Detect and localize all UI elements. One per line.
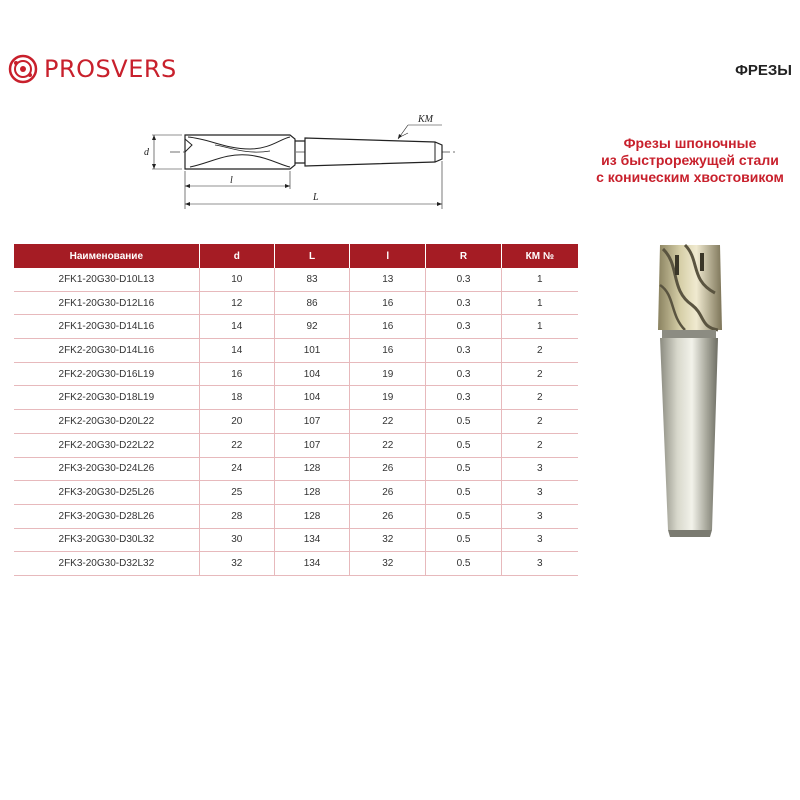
cell-R: 0.3 [426,291,501,315]
cell-L: 92 [274,315,349,339]
cell-l: 22 [350,433,426,457]
table-row [14,339,578,363]
cell-l: 19 [350,386,426,410]
cell-R: 0.3 [426,268,501,291]
table-row [14,433,578,457]
cell-l: 32 [350,528,426,552]
cell-L: 83 [274,268,349,291]
cell-L: 107 [274,410,349,434]
cell-L: 128 [274,457,349,481]
table-row [14,410,578,434]
cell-L: 134 [274,552,349,576]
header-km: КМ № [501,244,578,268]
cell-km: 3 [501,457,578,481]
cell-l: 26 [350,481,426,505]
cell-name: 2FK3-20G30-D25L26 [14,481,199,505]
cell-l: 26 [350,457,426,481]
cell-km: 2 [501,433,578,457]
subtitle-line-1: Фрезы шпоночные [623,135,757,151]
cell-d: 18 [199,386,274,410]
table-row [14,457,578,481]
header-L: L [274,244,349,268]
cell-d: 20 [199,410,274,434]
cell-km: 3 [501,481,578,505]
label-km: KM [418,114,433,125]
cell-l: 16 [350,315,426,339]
cell-km: 1 [501,268,578,291]
table-row [14,528,578,552]
table-row [14,315,578,339]
cell-km: 2 [501,339,578,363]
header-d: d [199,244,274,268]
cutter-technical-drawing [130,105,460,215]
subtitle-line-2: из быстрорежущей стали [601,152,779,168]
header-R: R [426,244,501,268]
brand-name: PROSVERS [44,55,177,83]
cell-km: 1 [501,291,578,315]
cell-R: 0.5 [426,528,501,552]
spec-table [14,244,578,576]
cell-d: 30 [199,528,274,552]
cell-name: 2FK2-20G30-D14L16 [14,339,199,363]
cell-name: 2FK1-20G30-D12L16 [14,291,199,315]
cell-L: 104 [274,386,349,410]
table-row [14,504,578,528]
product-subtitle [575,135,800,186]
cell-L: 86 [274,291,349,315]
cell-R: 0.5 [426,410,501,434]
cell-name: 2FK2-20G30-D18L19 [14,386,199,410]
cell-d: 22 [199,433,274,457]
table-row [14,552,578,576]
cell-name: 2FK2-20G30-D22L22 [14,433,199,457]
header-name: Наименование [14,244,199,268]
cell-R: 0.5 [426,552,501,576]
table-row [14,362,578,386]
table-header-row [14,244,578,268]
cell-km: 2 [501,362,578,386]
cell-name: 2FK3-20G30-D30L32 [14,528,199,552]
cell-km: 2 [501,410,578,434]
cell-L: 101 [274,339,349,363]
cell-name: 2FK3-20G30-D32L32 [14,552,199,576]
cell-R: 0.3 [426,386,501,410]
cell-km: 3 [501,552,578,576]
cell-L: 104 [274,362,349,386]
cell-l: 16 [350,291,426,315]
header-l: l [350,244,426,268]
subtitle-line-3: с коническим хвостовиком [596,169,784,185]
table-row [14,291,578,315]
cell-d: 12 [199,291,274,315]
brand-logo [8,52,177,86]
cell-R: 0.5 [426,504,501,528]
logo-icon [8,54,38,84]
cell-l: 32 [350,552,426,576]
cell-d: 14 [199,315,274,339]
cell-name: 2FK3-20G30-D24L26 [14,457,199,481]
cell-km: 1 [501,315,578,339]
cell-d: 16 [199,362,274,386]
product-photo [630,235,750,545]
cell-R: 0.3 [426,362,501,386]
label-l: l [230,175,233,186]
cell-name: 2FK1-20G30-D10L13 [14,268,199,291]
page-category: ФРЕЗЫ [735,62,792,79]
cell-name: 2FK1-20G30-D14L16 [14,315,199,339]
cell-d: 24 [199,457,274,481]
cell-l: 26 [350,504,426,528]
cell-l: 16 [350,339,426,363]
cell-d: 14 [199,339,274,363]
cell-d: 32 [199,552,274,576]
cell-L: 107 [274,433,349,457]
cell-name: 2FK2-20G30-D16L19 [14,362,199,386]
cell-l: 22 [350,410,426,434]
cell-R: 0.5 [426,457,501,481]
cell-km: 3 [501,504,578,528]
label-L: L [313,192,319,203]
cell-l: 13 [350,268,426,291]
cell-l: 19 [350,362,426,386]
cell-L: 128 [274,504,349,528]
cell-km: 3 [501,528,578,552]
cell-d: 25 [199,481,274,505]
cell-L: 134 [274,528,349,552]
cell-R: 0.5 [426,433,501,457]
cell-R: 0.3 [426,339,501,363]
table-row [14,386,578,410]
cell-R: 0.5 [426,481,501,505]
cell-name: 2FK3-20G30-D28L26 [14,504,199,528]
table-row [14,481,578,505]
label-d: d [144,147,149,158]
table-row [14,268,578,291]
cell-R: 0.3 [426,315,501,339]
cell-name: 2FK2-20G30-D20L22 [14,410,199,434]
cell-km: 2 [501,386,578,410]
cell-d: 28 [199,504,274,528]
cell-L: 128 [274,481,349,505]
cell-d: 10 [199,268,274,291]
